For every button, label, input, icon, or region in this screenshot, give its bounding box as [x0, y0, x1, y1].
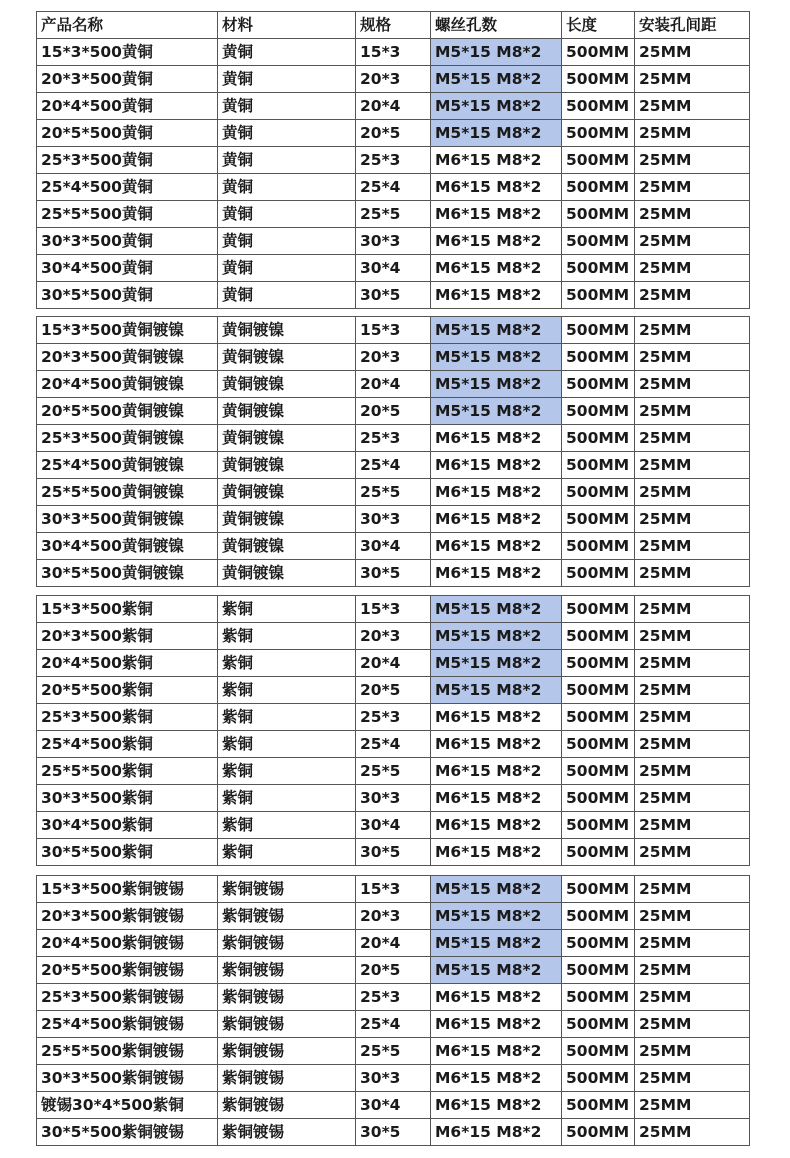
product-name-cell: 30*3*500紫铜 — [37, 785, 218, 812]
screw-holes-cell: M6*15 M8*2 — [431, 452, 562, 479]
spec-cell: 20*4 — [356, 650, 431, 677]
length-cell: 500MM — [562, 371, 635, 398]
product-name-cell: 20*5*500黄铜镀镍 — [37, 398, 218, 425]
header-hole-spacing: 安装孔间距 — [635, 12, 750, 39]
table-row — [37, 398, 750, 425]
spec-table-2 — [36, 316, 750, 587]
product-name-cell: 20*3*500黄铜镀镍 — [37, 344, 218, 371]
spec-cell: 25*3 — [356, 147, 431, 174]
spec-cell: 15*3 — [356, 876, 431, 903]
spec-cell: 20*4 — [356, 930, 431, 957]
hole-spacing-cell: 25MM — [635, 174, 750, 201]
screw-holes-cell: M6*15 M8*2 — [431, 255, 562, 282]
length-cell: 500MM — [562, 201, 635, 228]
spec-cell: 15*3 — [356, 317, 431, 344]
screw-holes-cell: M6*15 M8*2 — [431, 560, 562, 587]
header-product-name: 产品名称 — [37, 12, 218, 39]
material-cell: 黄铜镀镍 — [218, 398, 356, 425]
screw-holes-cell: M6*15 M8*2 — [431, 506, 562, 533]
product-name-cell: 20*5*500紫铜 — [37, 677, 218, 704]
length-cell: 500MM — [562, 839, 635, 866]
product-name-cell: 30*5*500紫铜 — [37, 839, 218, 866]
product-name-cell: 20*3*500紫铜 — [37, 623, 218, 650]
length-cell: 500MM — [562, 533, 635, 560]
material-cell: 紫铜镀锡 — [218, 957, 356, 984]
screw-holes-cell: M6*15 M8*2 — [431, 984, 562, 1011]
length-cell: 500MM — [562, 930, 635, 957]
table-row — [37, 344, 750, 371]
screw-holes-cell: M6*15 M8*2 — [431, 533, 562, 560]
table-row — [37, 758, 750, 785]
material-cell: 紫铜镀锡 — [218, 1011, 356, 1038]
product-name-cell: 15*3*500紫铜镀锡 — [37, 876, 218, 903]
spec-cell: 25*5 — [356, 479, 431, 506]
spec-cell: 25*4 — [356, 452, 431, 479]
material-cell: 黄铜镀镍 — [218, 452, 356, 479]
hole-spacing-cell: 25MM — [635, 623, 750, 650]
table-row — [37, 930, 750, 957]
screw-holes-cell: M6*15 M8*2 — [431, 1011, 562, 1038]
material-cell: 黄铜 — [218, 66, 356, 93]
table-row — [37, 984, 750, 1011]
spec-cell: 20*4 — [356, 93, 431, 120]
screw-holes-cell: M5*15 M8*2 — [431, 596, 562, 623]
hole-spacing-cell: 25MM — [635, 452, 750, 479]
screw-holes-cell: M5*15 M8*2 — [431, 398, 562, 425]
table-row — [37, 623, 750, 650]
table-row — [37, 903, 750, 930]
table-row — [37, 452, 750, 479]
table-row — [37, 255, 750, 282]
product-name-cell: 15*3*500紫铜 — [37, 596, 218, 623]
product-name-cell: 15*3*500黄铜 — [37, 39, 218, 66]
length-cell: 500MM — [562, 1038, 635, 1065]
material-cell: 紫铜 — [218, 596, 356, 623]
spec-cell: 20*5 — [356, 957, 431, 984]
spec-cell: 25*4 — [356, 731, 431, 758]
material-cell: 黄铜 — [218, 174, 356, 201]
product-name-cell: 30*5*500紫铜镀锡 — [37, 1119, 218, 1146]
spec-cell: 30*5 — [356, 282, 431, 309]
screw-holes-cell: M5*15 M8*2 — [431, 677, 562, 704]
material-cell: 黄铜镀镍 — [218, 425, 356, 452]
material-cell: 黄铜镀镍 — [218, 533, 356, 560]
table-row — [37, 812, 750, 839]
length-cell: 500MM — [562, 255, 635, 282]
spec-cell: 30*4 — [356, 255, 431, 282]
hole-spacing-cell: 25MM — [635, 479, 750, 506]
length-cell: 500MM — [562, 174, 635, 201]
table-row — [37, 371, 750, 398]
material-cell: 黄铜镀镍 — [218, 371, 356, 398]
screw-holes-cell: M5*15 M8*2 — [431, 120, 562, 147]
hole-spacing-cell: 25MM — [635, 255, 750, 282]
screw-holes-cell: M6*15 M8*2 — [431, 1119, 562, 1146]
hole-spacing-cell: 25MM — [635, 282, 750, 309]
table-row — [37, 677, 750, 704]
product-name-cell: 30*3*500黄铜镀镍 — [37, 506, 218, 533]
material-cell: 黄铜 — [218, 228, 356, 255]
screw-holes-cell: M6*15 M8*2 — [431, 785, 562, 812]
product-name-cell: 30*5*500黄铜镀镍 — [37, 560, 218, 587]
material-cell: 紫铜 — [218, 704, 356, 731]
table-row — [37, 1011, 750, 1038]
table-row — [37, 147, 750, 174]
screw-holes-cell: M6*15 M8*2 — [431, 1065, 562, 1092]
hole-spacing-cell: 25MM — [635, 957, 750, 984]
material-cell: 黄铜 — [218, 39, 356, 66]
product-name-cell: 30*5*500黄铜 — [37, 282, 218, 309]
screw-holes-cell: M5*15 M8*2 — [431, 876, 562, 903]
spec-cell: 25*5 — [356, 201, 431, 228]
product-name-cell: 20*3*500黄铜 — [37, 66, 218, 93]
hole-spacing-cell: 25MM — [635, 876, 750, 903]
product-name-cell: 25*4*500紫铜镀锡 — [37, 1011, 218, 1038]
table-row — [37, 93, 750, 120]
length-cell: 500MM — [562, 425, 635, 452]
spec-cell: 15*3 — [356, 596, 431, 623]
header-screw-holes: 螺丝孔数 — [431, 12, 562, 39]
product-name-cell: 25*3*500黄铜 — [37, 147, 218, 174]
spec-cell: 20*5 — [356, 398, 431, 425]
product-name-cell: 30*4*500紫铜 — [37, 812, 218, 839]
product-name-cell: 30*4*500黄铜 — [37, 255, 218, 282]
screw-holes-cell: M6*15 M8*2 — [431, 704, 562, 731]
material-cell: 黄铜镀镍 — [218, 560, 356, 587]
material-cell: 黄铜 — [218, 201, 356, 228]
table-row — [37, 39, 750, 66]
material-cell: 紫铜 — [218, 785, 356, 812]
product-name-cell: 25*3*500紫铜 — [37, 704, 218, 731]
spec-cell: 25*3 — [356, 425, 431, 452]
spec-cell: 30*3 — [356, 1065, 431, 1092]
hole-spacing-cell: 25MM — [635, 120, 750, 147]
table-row — [37, 282, 750, 309]
hole-spacing-cell: 25MM — [635, 758, 750, 785]
hole-spacing-cell: 25MM — [635, 344, 750, 371]
spec-cell: 30*5 — [356, 839, 431, 866]
hole-spacing-cell: 25MM — [635, 930, 750, 957]
hole-spacing-cell: 25MM — [635, 201, 750, 228]
hole-spacing-cell: 25MM — [635, 596, 750, 623]
table-row — [37, 66, 750, 93]
header-row — [37, 12, 750, 39]
spec-cell: 25*4 — [356, 174, 431, 201]
screw-holes-cell: M5*15 M8*2 — [431, 317, 562, 344]
product-name-cell: 20*4*500黄铜 — [37, 93, 218, 120]
spec-cell: 30*3 — [356, 228, 431, 255]
product-name-cell: 镀锡30*4*500紫铜 — [37, 1092, 218, 1119]
length-cell: 500MM — [562, 623, 635, 650]
table-row — [37, 479, 750, 506]
hole-spacing-cell: 25MM — [635, 1119, 750, 1146]
screw-holes-cell: M6*15 M8*2 — [431, 425, 562, 452]
material-cell: 黄铜镀镍 — [218, 317, 356, 344]
hole-spacing-cell: 25MM — [635, 704, 750, 731]
screw-holes-cell: M6*15 M8*2 — [431, 1038, 562, 1065]
material-cell: 紫铜镀锡 — [218, 1038, 356, 1065]
product-name-cell: 30*3*500紫铜镀锡 — [37, 1065, 218, 1092]
hole-spacing-cell: 25MM — [635, 66, 750, 93]
length-cell: 500MM — [562, 785, 635, 812]
product-name-cell: 20*5*500紫铜镀锡 — [37, 957, 218, 984]
material-cell: 紫铜 — [218, 758, 356, 785]
spec-cell: 20*3 — [356, 623, 431, 650]
product-name-cell: 30*4*500黄铜镀镍 — [37, 533, 218, 560]
length-cell: 500MM — [562, 596, 635, 623]
spec-cell: 25*5 — [356, 1038, 431, 1065]
length-cell: 500MM — [562, 228, 635, 255]
spec-cell: 30*4 — [356, 812, 431, 839]
length-cell: 500MM — [562, 120, 635, 147]
screw-holes-cell: M5*15 M8*2 — [431, 930, 562, 957]
length-cell: 500MM — [562, 344, 635, 371]
table-row — [37, 201, 750, 228]
spec-cell: 30*4 — [356, 1092, 431, 1119]
length-cell: 500MM — [562, 1092, 635, 1119]
spec-cell: 30*5 — [356, 1119, 431, 1146]
length-cell: 500MM — [562, 93, 635, 120]
material-cell: 紫铜镀锡 — [218, 984, 356, 1011]
length-cell: 500MM — [562, 317, 635, 344]
spec-cell: 25*4 — [356, 1011, 431, 1038]
hole-spacing-cell: 25MM — [635, 1011, 750, 1038]
product-name-cell: 20*5*500黄铜 — [37, 120, 218, 147]
header-spec: 规格 — [356, 12, 431, 39]
screw-holes-cell: M5*15 M8*2 — [431, 66, 562, 93]
hole-spacing-cell: 25MM — [635, 677, 750, 704]
screw-holes-cell: M6*15 M8*2 — [431, 1092, 562, 1119]
material-cell: 紫铜镀锡 — [218, 876, 356, 903]
hole-spacing-cell: 25MM — [635, 1065, 750, 1092]
length-cell: 500MM — [562, 479, 635, 506]
table-row — [37, 1119, 750, 1146]
length-cell: 500MM — [562, 282, 635, 309]
length-cell: 500MM — [562, 731, 635, 758]
screw-holes-cell: M5*15 M8*2 — [431, 344, 562, 371]
length-cell: 500MM — [562, 147, 635, 174]
hole-spacing-cell: 25MM — [635, 984, 750, 1011]
table-row — [37, 876, 750, 903]
header-length: 长度 — [562, 12, 635, 39]
material-cell: 黄铜镀镍 — [218, 344, 356, 371]
spec-cell: 30*3 — [356, 506, 431, 533]
product-name-cell: 20*4*500紫铜 — [37, 650, 218, 677]
material-cell: 黄铜 — [218, 255, 356, 282]
material-cell: 黄铜 — [218, 147, 356, 174]
material-cell: 黄铜 — [218, 93, 356, 120]
product-name-cell: 25*5*500黄铜镀镍 — [37, 479, 218, 506]
screw-holes-cell: M5*15 M8*2 — [431, 93, 562, 120]
material-cell: 紫铜镀锡 — [218, 930, 356, 957]
hole-spacing-cell: 25MM — [635, 560, 750, 587]
material-cell: 紫铜镀锡 — [218, 1065, 356, 1092]
screw-holes-cell: M6*15 M8*2 — [431, 479, 562, 506]
material-cell: 紫铜镀锡 — [218, 1119, 356, 1146]
spec-cell: 20*3 — [356, 344, 431, 371]
length-cell: 500MM — [562, 650, 635, 677]
product-name-cell: 25*4*500紫铜 — [37, 731, 218, 758]
hole-spacing-cell: 25MM — [635, 650, 750, 677]
screw-holes-cell: M6*15 M8*2 — [431, 147, 562, 174]
length-cell: 500MM — [562, 677, 635, 704]
hole-spacing-cell: 25MM — [635, 1092, 750, 1119]
spec-cell: 30*3 — [356, 785, 431, 812]
hole-spacing-cell: 25MM — [635, 39, 750, 66]
length-cell: 500MM — [562, 984, 635, 1011]
material-cell: 紫铜 — [218, 623, 356, 650]
table-row — [37, 650, 750, 677]
table-row — [37, 120, 750, 147]
hole-spacing-cell: 25MM — [635, 785, 750, 812]
table-row — [37, 957, 750, 984]
screw-holes-cell: M6*15 M8*2 — [431, 758, 562, 785]
table-row — [37, 1038, 750, 1065]
hole-spacing-cell: 25MM — [635, 93, 750, 120]
length-cell: 500MM — [562, 876, 635, 903]
material-cell: 紫铜 — [218, 677, 356, 704]
material-cell: 黄铜镀镍 — [218, 479, 356, 506]
product-name-cell: 25*5*500黄铜 — [37, 201, 218, 228]
length-cell: 500MM — [562, 1011, 635, 1038]
length-cell: 500MM — [562, 812, 635, 839]
table-row — [37, 228, 750, 255]
product-name-cell: 25*3*500紫铜镀锡 — [37, 984, 218, 1011]
screw-holes-cell: M5*15 M8*2 — [431, 623, 562, 650]
screw-holes-cell: M5*15 M8*2 — [431, 371, 562, 398]
length-cell: 500MM — [562, 1065, 635, 1092]
material-cell: 紫铜镀锡 — [218, 903, 356, 930]
material-cell: 黄铜 — [218, 282, 356, 309]
table-row — [37, 731, 750, 758]
product-name-cell: 25*3*500黄铜镀镍 — [37, 425, 218, 452]
hole-spacing-cell: 25MM — [635, 731, 750, 758]
product-name-cell: 25*5*500紫铜镀锡 — [37, 1038, 218, 1065]
spec-cell: 20*5 — [356, 677, 431, 704]
screw-holes-cell: M5*15 M8*2 — [431, 903, 562, 930]
spec-cell: 20*4 — [356, 371, 431, 398]
hole-spacing-cell: 25MM — [635, 812, 750, 839]
hole-spacing-cell: 25MM — [635, 228, 750, 255]
table-row — [37, 533, 750, 560]
spec-cell: 20*3 — [356, 66, 431, 93]
length-cell: 500MM — [562, 39, 635, 66]
material-cell: 紫铜 — [218, 650, 356, 677]
product-name-cell: 20*3*500紫铜镀锡 — [37, 903, 218, 930]
spec-cell: 25*5 — [356, 758, 431, 785]
screw-holes-cell: M6*15 M8*2 — [431, 731, 562, 758]
material-cell: 黄铜镀镍 — [218, 506, 356, 533]
product-name-cell: 30*3*500黄铜 — [37, 228, 218, 255]
screw-holes-cell: M6*15 M8*2 — [431, 174, 562, 201]
product-name-cell: 25*4*500黄铜 — [37, 174, 218, 201]
table-row — [37, 174, 750, 201]
hole-spacing-cell: 25MM — [635, 1038, 750, 1065]
length-cell: 500MM — [562, 704, 635, 731]
spec-table-4 — [36, 875, 750, 1146]
length-cell: 500MM — [562, 506, 635, 533]
material-cell: 紫铜镀锡 — [218, 1092, 356, 1119]
material-cell: 紫铜 — [218, 731, 356, 758]
spec-cell: 30*4 — [356, 533, 431, 560]
length-cell: 500MM — [562, 903, 635, 930]
table-row — [37, 839, 750, 866]
material-cell: 黄铜 — [218, 120, 356, 147]
table-row — [37, 425, 750, 452]
table-row — [37, 506, 750, 533]
spec-cell: 20*3 — [356, 903, 431, 930]
product-name-cell: 20*4*500黄铜镀镍 — [37, 371, 218, 398]
spec-table-1 — [36, 11, 750, 309]
hole-spacing-cell: 25MM — [635, 425, 750, 452]
material-cell: 紫铜 — [218, 839, 356, 866]
length-cell: 500MM — [562, 957, 635, 984]
length-cell: 500MM — [562, 560, 635, 587]
spec-table-3 — [36, 595, 750, 866]
spec-cell: 15*3 — [356, 39, 431, 66]
product-name-cell: 25*5*500紫铜 — [37, 758, 218, 785]
hole-spacing-cell: 25MM — [635, 317, 750, 344]
hole-spacing-cell: 25MM — [635, 506, 750, 533]
spec-cell: 25*3 — [356, 984, 431, 1011]
screw-holes-cell: M5*15 M8*2 — [431, 957, 562, 984]
product-name-cell: 20*4*500紫铜镀锡 — [37, 930, 218, 957]
hole-spacing-cell: 25MM — [635, 147, 750, 174]
table-row — [37, 785, 750, 812]
material-cell: 紫铜 — [218, 812, 356, 839]
hole-spacing-cell: 25MM — [635, 398, 750, 425]
screw-holes-cell: M6*15 M8*2 — [431, 228, 562, 255]
hole-spacing-cell: 25MM — [635, 839, 750, 866]
screw-holes-cell: M5*15 M8*2 — [431, 39, 562, 66]
length-cell: 500MM — [562, 398, 635, 425]
product-name-cell: 25*4*500黄铜镀镍 — [37, 452, 218, 479]
hole-spacing-cell: 25MM — [635, 903, 750, 930]
screw-holes-cell: M6*15 M8*2 — [431, 282, 562, 309]
table-row — [37, 1092, 750, 1119]
hole-spacing-cell: 25MM — [635, 533, 750, 560]
spec-cell: 25*3 — [356, 704, 431, 731]
screw-holes-cell: M6*15 M8*2 — [431, 812, 562, 839]
spec-cell: 20*5 — [356, 120, 431, 147]
length-cell: 500MM — [562, 452, 635, 479]
spec-cell: 30*5 — [356, 560, 431, 587]
screw-holes-cell: M6*15 M8*2 — [431, 839, 562, 866]
product-name-cell: 15*3*500黄铜镀镍 — [37, 317, 218, 344]
hole-spacing-cell: 25MM — [635, 371, 750, 398]
table-row — [37, 704, 750, 731]
table-row — [37, 317, 750, 344]
length-cell: 500MM — [562, 66, 635, 93]
header-material: 材料 — [218, 12, 356, 39]
length-cell: 500MM — [562, 758, 635, 785]
length-cell: 500MM — [562, 1119, 635, 1146]
screw-holes-cell: M5*15 M8*2 — [431, 650, 562, 677]
table-row — [37, 596, 750, 623]
table-row — [37, 560, 750, 587]
screw-holes-cell: M6*15 M8*2 — [431, 201, 562, 228]
table-row — [37, 1065, 750, 1092]
